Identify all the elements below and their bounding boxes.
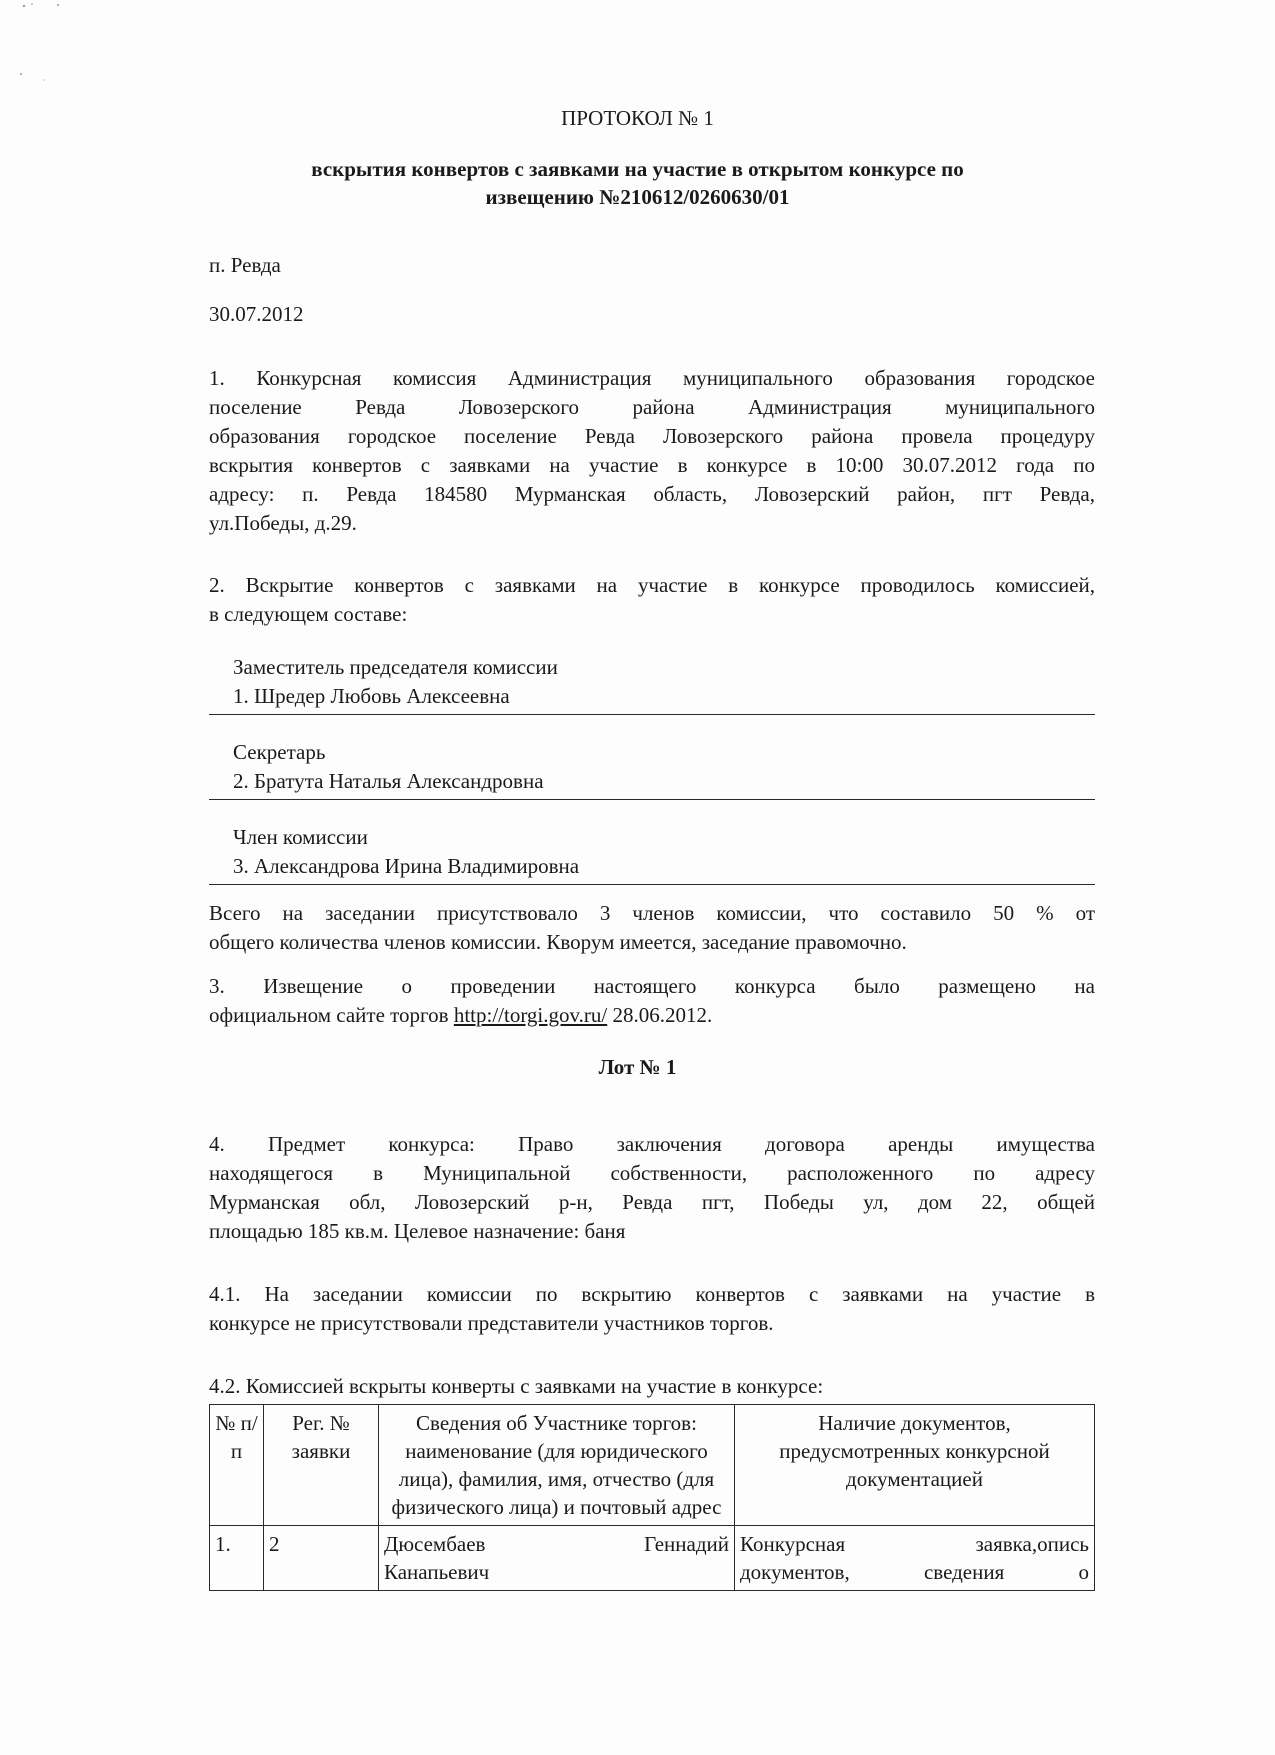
section-3-line: 3. Извещение о проведении настоящего конкурса было размещено на (209, 974, 1095, 998)
section-4-line: находящегося в Муниципальной собственности, расположенного по адресу (209, 1161, 1095, 1185)
header-participant: Сведения об Участнике торгов: наименование (для юридического лица), фамилия, имя, отчество (для физического лица) и почтовый адрес (379, 1405, 735, 1526)
lot-title: Лот № 1 (598, 1055, 677, 1079)
section-1-line: поселение Ревда Ловозерского района Администрация муниципального (209, 395, 1095, 419)
section-1-line: образования городское поселение Ревда Ловозерского района провела процедуру (209, 424, 1095, 448)
member-name: 1. Шредер Любовь Алексеевна (233, 684, 510, 708)
section-1-line: 1. Конкурсная комиссия Администрация муниципального образования городское (209, 366, 1095, 390)
section-4-1-line: 4.1. На заседании комиссии по вскрытию конвертов с заявками на участие в (209, 1282, 1095, 1306)
participant-line: Канапьевич (384, 1560, 490, 1584)
member-role: Секретарь (233, 740, 326, 764)
section-1-line: вскрытия конвертов с заявками на участие в конкурсе в 10:00 30.07.2012 года по (209, 453, 1095, 477)
header-number: № п/п (210, 1405, 264, 1526)
header-documents: Наличие документов, предусмотренных конкурсной документацией (735, 1405, 1095, 1526)
protocol-subtitle-line2: извещению №210612/0260630/01 (485, 185, 790, 209)
section-2-line: в следующем составе: (209, 602, 408, 626)
table-header-row (210, 1405, 1095, 1526)
quorum-line: Всего на заседании присутствовало 3 членов комиссии, что составило 50 % от (209, 901, 1095, 925)
date: 30.07.2012 (209, 302, 304, 326)
member-divider (209, 714, 1095, 715)
protocol-title: ПРОТОКОЛ № 1 (561, 106, 714, 130)
section-1-line: ул.Победы, д.29. (209, 511, 357, 535)
protocol-subtitle-line1: вскрытия конвертов с заявками на участие в открытом конкурсе по (311, 157, 964, 181)
section-3-date: 28.06.2012. (607, 1003, 713, 1027)
documents-line: Конкурсная заявка,опись (740, 1532, 1089, 1556)
section-4-1-line: конкурсе не присутствовали представители участников торгов. (209, 1311, 774, 1335)
member-name: 2. Братута Наталья Александровна (233, 769, 544, 793)
quorum-line: общего количества членов комиссии. Кворум имеется, заседание правомочно. (209, 930, 907, 954)
participant-line: Дюсембаев Геннадий (384, 1532, 729, 1556)
section-3-line (209, 1001, 712, 1030)
cell-documents (735, 1526, 1095, 1591)
section-4-line: 4. Предмет конкурса: Право заключения договора аренды имущества (209, 1132, 1095, 1156)
cell-reg-number: 2 (264, 1526, 379, 1591)
member-divider (209, 884, 1095, 885)
member-role: Заместитель председателя комиссии (233, 655, 558, 679)
member-divider (209, 799, 1095, 800)
section-4-line: Мурманская обл, Ловозерский р-н, Ревда пгт, Победы ул, дом 22, общей (209, 1190, 1095, 1214)
torgi-link[interactable]: http://torgi.gov.ru/ (453, 1003, 608, 1027)
documents-line: документов, сведения о (740, 1560, 1089, 1584)
cell-number: 1. (210, 1526, 264, 1591)
table-row (210, 1526, 1095, 1591)
member-role: Член комиссии (233, 825, 368, 849)
section-4-line: площадью 185 кв.м. Целевое назначение: баня (209, 1219, 626, 1243)
cell-participant (379, 1526, 735, 1591)
scan-specks (18, 0, 78, 90)
header-reg-number: Рег. № заявки (264, 1405, 379, 1526)
bids-table (209, 1404, 1095, 1591)
section-2-line: 2. Вскрытие конвертов с заявками на участие в конкурсе проводилось комиссией, (209, 573, 1095, 597)
section-4-2-heading: 4.2. Комиссией вскрыты конверты с заявками на участие в конкурсе: (209, 1374, 824, 1398)
place: п. Ревда (209, 253, 281, 277)
section-1-line: адресу: п. Ревда 184580 Мурманская область, Ловозерский район, пгт Ревда, (209, 482, 1095, 506)
section-3-text: официальном сайте торгов (209, 1003, 454, 1027)
member-name: 3. Александрова Ирина Владимировна (233, 854, 580, 878)
